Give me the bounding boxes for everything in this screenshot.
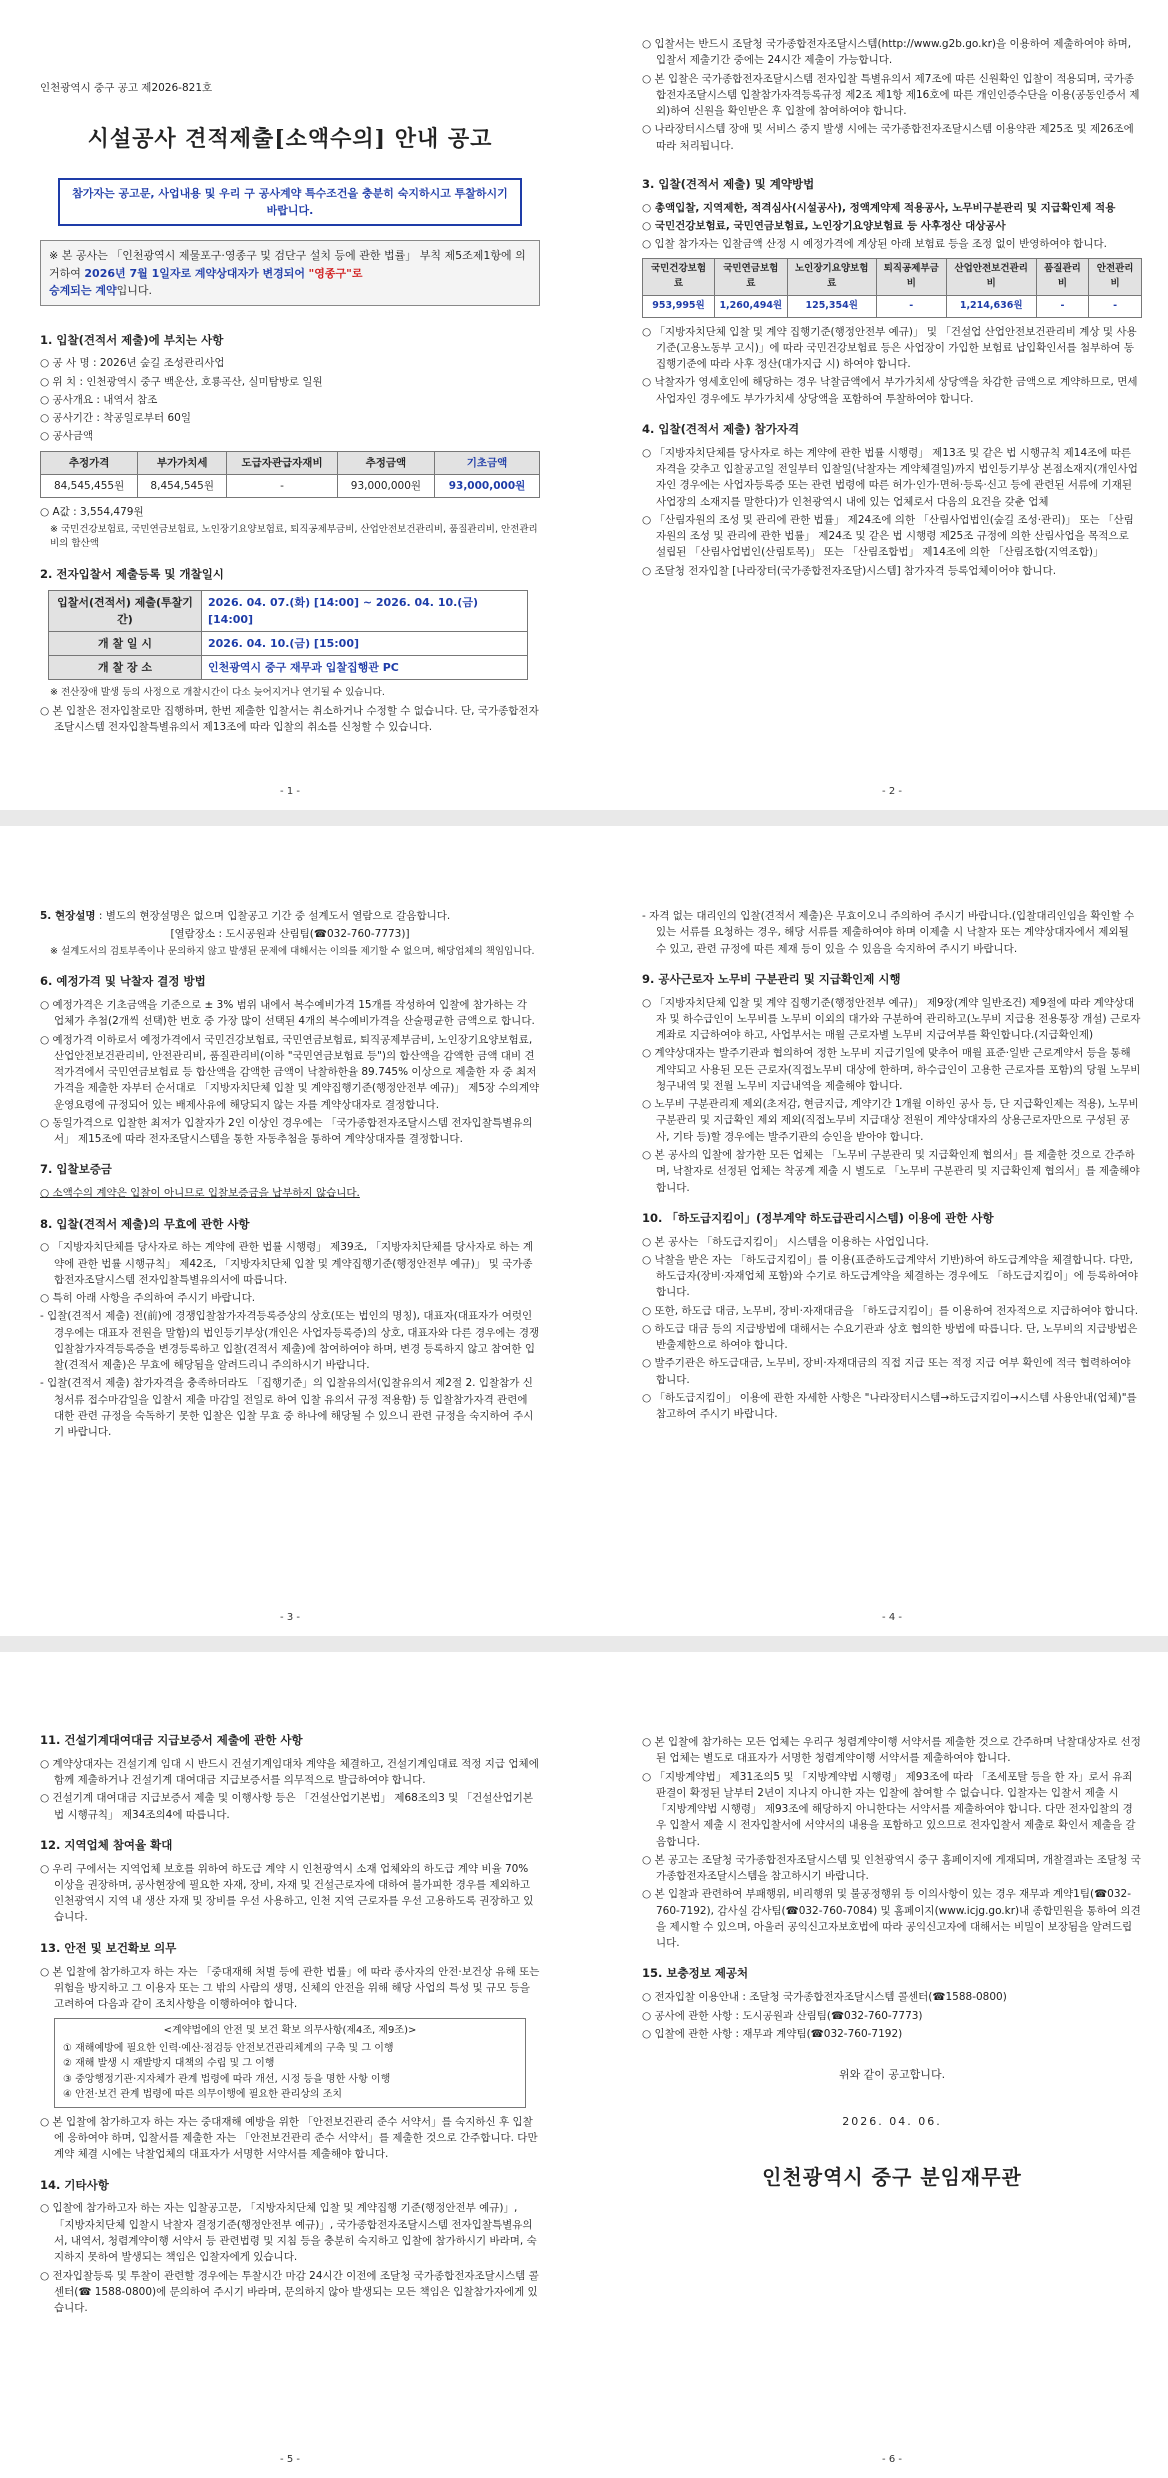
list-item: ○ 또한, 하도급 대금, 노무비, 장비·자재대금을 「하도급지킴이」를 이용하여 전자적으로 지급하여야 합니다.: [642, 1304, 1139, 1317]
section-5-heading: 5. 현장설명: [40, 910, 96, 922]
list-item: ○ 건설기계 대여대금 지급보증서 제출 및 이행사항 등은 「건설산업기본법」 제68조의3 및 「건설산업기본법 시행규칙」 제34조의4에 따릅니다.: [40, 1792, 533, 1821]
page-number: - 5 -: [280, 2454, 300, 2465]
signer-name: 인천광역시 중구 분임재무관: [762, 2165, 1022, 2190]
notice-number: 인천광역시 중구 공고 제2026-821호: [40, 82, 213, 94]
section-12-heading: 12. 지역업체 참여율 확대: [40, 1837, 173, 1852]
section-10-heading: 10. 「하도급지킴이」(정부계약 하도급관리시스템) 이용에 관한 사항: [642, 1210, 994, 1225]
insurance-cell: -: [876, 295, 946, 317]
section-14-heading: 14. 기타사항: [40, 2177, 109, 2192]
page-title: 시설공사 견적제출[소액수의] 안내 공고: [87, 126, 493, 153]
page-1: [40, 80, 540, 737]
list-item: ○ 노무비 구분관리제 제외(초저감, 현금지급, 계약기간 1개월 이하인 공사 등, 단 지급확인제는 적용), 노무비 구분관리 및 지급확인 제외 제외(직접노무비 지급대상 전원이 계약상대자의 상용근로자만으로 구성된 공사, 기타 등)할 경우에는 발주기관의 승인을 받아야 합니다.: [642, 1098, 1139, 1143]
insurance-header: 국민연금보험료: [714, 259, 787, 295]
page-number: - 6 -: [882, 2454, 902, 2465]
schedule-value: 2026. 04. 10.(금) [15:00]: [202, 631, 528, 655]
list-item: ○ 본 입찰은 국가종합전자조달시스템 전자입찰 특별유의서 제7조에 따른 신원확인 입찰이 적용되며, 국가종합전자조달시스템 입찰참가자격등록규정 제2조 제1항 제16호에 따른 개인인증수단을 이용(공동인증서 제외)하여 신원을 확인받은 후 입찰에 참여하여야 합니다.: [642, 72, 1140, 118]
a-value: ○ A값 : 3,554,479원: [40, 506, 144, 519]
amount-cell: 84,545,455원: [41, 475, 138, 498]
list-item: ○ 입찰서는 반드시 조달청 국가종합전자조달시스템(http://www.g2b.go.kr)을 이용하여 제출하여야 하며, 입찰서 제출기간 중에는 24시간 제출이 가능합니다.: [642, 38, 1132, 67]
schedule-value: 2026. 04. 07.(화) [14:00] ~ 2026. 04. 10.(금) [14:00]: [202, 590, 528, 631]
list-item: ○ 공사개요 : 내역서 참조: [40, 393, 158, 406]
page-number: - 2 -: [882, 786, 902, 797]
a-value-note: ※ 국민건강보험료, 국민연금보험료, 노인장기요양보험료, 퇴직공제부금비, 산업안전보건관리비, 품질관리비, 안전관리비의 합산액: [50, 523, 538, 550]
insurance-header: 품질관리비: [1036, 259, 1089, 295]
insurance-cell: 953,995원: [643, 295, 715, 317]
insurance-table: [642, 258, 1142, 317]
section-7-heading: 7. 입찰보증금: [40, 1162, 112, 1177]
amount-cell: 8,454,545원: [138, 475, 227, 498]
sheet-3: [0, 1652, 1168, 2478]
info-text-c: 승계되는 계약: [49, 283, 117, 297]
list-item: ○ 「지방계약법」 제31조의5 및 「지방계약법 시행령」 제93조에 따라 「조세포탈 등을 한 자」로서 유죄판결이 확정된 날부터 2년이 지나지 아니한 자는 입찰에 참여할 수 없습니다. 입찰자는 입찰서 제출 시 「지방계약법 시행령」 제93조에 해당하지 아니한다는 서약서를 제출하여야 합니다. 다만 전자입찰의 경우 입찰서 제출 시 전자입찰서에 서약서의 내용을 포함하고 있으므로 전자입찰서 제출로 확인서 제출을 갈음합니다.: [642, 1770, 1136, 1848]
notice-date: 2026. 04. 06.: [842, 2115, 942, 2129]
list-item: ② 재해 발생 시 재발방지 대책의 수립 및 그 이행: [63, 2058, 275, 2070]
list-item: ○ 하도급 대금 등의 지급방법에 대해서는 수요기관과 상호 협의한 방법에 따릅니다. 단, 노무비의 지급방법은 반출제한으로 하여야 합니다.: [642, 1322, 1138, 1352]
insurance-cell: 1,260,494원: [714, 295, 787, 317]
section-3-heading: 3. 입찰(견적서 제출) 및 계약방법: [642, 176, 815, 191]
insurance-header: 노인장기요양보험료: [787, 259, 876, 295]
page-4: [642, 906, 1142, 1425]
section-1-heading: 1. 입찰(견적서 제출)에 부치는 사항: [40, 332, 224, 347]
insurance-cell: 1,214,636원: [946, 295, 1036, 317]
amount-cell: 93,000,000원: [337, 475, 434, 498]
list-item: ○ 본 입찰에 참가하고자 하는 자는 중대재해 예방을 위한 「안전보건관리 준수 서약서」를 숙지하신 후 입찰에 응하여야 하며, 입찰서를 제출한 자는 「안전보건관리 준수 서약서」를 제출한 것으로 간주합니다. 다만 계약 체결 시에는 낙찰업체의 대표자가 서명한 서약서를 제출해야 합니다.: [40, 2115, 538, 2161]
sheet-2: [0, 826, 1168, 1636]
list-item: ○ 계약상대자는 건설기계 임대 시 반드시 건설기계임대차 계약을 체결하고, 건설기계임대료 적정 지급 업체에 함께 제출하거나 건설기계 대여대금 지급보증서를 의무적으로 발급하여야 합니다.: [40, 1757, 539, 1787]
list-item: ① 재해예방에 필요한 인력·예산·점검등 안전보건관리체계의 구축 및 그 이행: [63, 2042, 394, 2054]
list-item: ○ 예정가격은 기초금액을 기준으로 ± 3% 범위 내에서 복수예비가격 15개를 작성하여 입찰에 참가하는 각 업체가 추첨(2개씩 선택)한 번호 중 가장 많이 선택된 4개의 복수예비가격을 산술평균한 금액으로 합니다.: [40, 999, 535, 1028]
list-item: ○ 낙찰을 받은 자는 「하도급지킴이」를 이용(표준하도급계약서 기반)하여 하도급계약을 체결합니다. 다만, 하도급자(장비·자재업체 포함)와 수기로 하도급계약을 체결하는 경우에도 「하도급지킴이」에 등록하여야 합니다.: [642, 1253, 1138, 1299]
closing-text: 위와 같이 공고합니다.: [838, 2068, 946, 2082]
page-2: [642, 34, 1142, 581]
list-item: ○ 위 치 : 인천광역시 중구 백운산, 호룡곡산, 실미탐방로 일원: [40, 375, 323, 388]
safety-box-title: <계약법에의 안전 및 보건 확보 의무사항(제4조, 제9조)>: [163, 2025, 417, 2037]
list-item: ○ 우리 구에서는 지역업체 보호를 위하여 하도급 계약 시 인천광역시 소재 업체와의 하도급 계약 비율 70% 이상을 권장하며, 공사현장에 필요한 자재, 장비, 자재 및 건설근로자에 대하여 불가피한 경우를 제외하고 인천광역시 지역 내 생산 자재 및 장비를 우선 사용하고, 인천 지역 근로자를 우선 고용하도록 권장하고 있습니다.: [40, 1862, 534, 1924]
section-6-heading: 6. 예정가격 및 낙찰자 결정 방법: [40, 974, 206, 989]
list-item: ○ 「지방자치단체를 당사자로 하는 계약에 관한 법률 시행령」 제39조, 「지방자치단체를 당사자로 하는 계약에 관한 법률 시행규칙」 제42조, 「지방자치단체 입찰 및 계약집행기준(행정안전부 예규)」 및 국가종합전자조달시스템 전자입찰특별유의서에 따릅니다.: [40, 1241, 533, 1286]
list-item: ○ 본 입찰에 참가하고자 하는 자는 「중대재해 처벌 등에 관한 법률」에 따라 종사자의 안전·보건상 유해 또는 위험을 방지하고 그 이용자 또는 그 밖의 사람의 생명, 신체의 안전을 위해 해당 사업의 특성 및 규모 등을 고려하여 다음과 같이 조치사항을 이행하여야 합니다.: [40, 1965, 540, 2011]
info-text-a: ※ 본 공사는 「인천광역시 제물포구·영종구 및 검단구 설치 등에 관한 법률」 부칙 제5조제1항에 의거하여: [49, 249, 526, 280]
list-item: ○ 예정가격 이하로서 예정가격에서 국민건강보험료, 국민연금보험료, 퇴직공제부금비, 노인장기요양보험료, 산업안전보건관리비, 안전관리비, 품질관리비(이하 "국민연금보험료 등")의 합산액을 감액한 금액 대비 견적가격에서 국민연금보험료 등 합산액을 감액한 금액이 낙찰하한율 89.745% 이상으로 제출한 자 중 최저가격을 제출한 자부터 순서대로 「지방자치단체 입찰 및 계약집행기준(행정안전부 예규)」 제5장 수의계약 운영요령에 규정되어 있는 배제사유에 해당되지 않는 자를 계약상대자로 결정합니다.: [40, 1033, 540, 1111]
insurance-header: 퇴직공제부금비: [876, 259, 946, 295]
list-item: ○ 나라장터시스템 장애 및 서비스 중지 발생 시에는 국가종합전자조달시스템 이용약관 제25조 및 제26조에 따라 처리됩니다.: [642, 123, 1134, 152]
warning-box: 참가자는 공고문, 사업내용 및 우리 구 공사계약 특수조건을 충분히 숙지하시고 투찰하시기 바랍니다.: [58, 178, 522, 226]
list-item: ○ 전자입찰 이용안내 : 조달청 국가종합전자조달시스템 콜센터(☎1588-0800): [642, 1991, 1007, 2004]
list-item: ○ 총액입찰, 지역제한, 적격심사(시설공사), 정액계약제 적용공사, 노무비구분관리 및 지급확인제 적용: [642, 201, 1116, 214]
section-5: [40, 908, 540, 924]
section-15-heading: 15. 보충정보 제공처: [642, 1966, 749, 1981]
section-9-heading: 9. 공사근로자 노무비 구분관리 및 지급확인제 시행: [642, 971, 901, 986]
amount-header: 부가가치세: [138, 451, 227, 474]
section-8-heading: 8. 입찰(견적서 제출)의 무효에 관한 사항: [40, 1216, 250, 1231]
insurance-cell: -: [1036, 295, 1089, 317]
sheet-1: [0, 0, 1168, 810]
section-2-heading: 2. 전자입찰서 제출등록 및 개찰일시: [40, 566, 224, 581]
list-item: ○ 동일가격으로 입찰한 최저가 입찰자가 2인 이상인 경우에는 「국가종합전자조달시스템 전자입찰특별유의서」 제15조에 따라 전자조달시스템을 통한 자동추첨을 통하여 계약상대자를 결정합니다.: [40, 1116, 533, 1146]
list-item: ○ 입찰에 참가하고자 하는 자는 입찰공고문, 「지방자치단체 입찰 및 계약집행 기준(행정안전부 예규)」, 「지방자치단체 입찰시 낙찰자 결정기준(행정안전부 예규)」, 국가종합전자조달시스템 전자입찰특별유의서, 내역서, 청렴계약이행 서약서 등 관련법령 및 지침 등을 충분히 숙지하고 입찰에 참가하시기 바라며, 숙지하지 못하여 발생되는 책임은 입찰자에게 있습니다.: [40, 2202, 537, 2264]
list-item: ○ 입찰 참가자는 입찰금액 산정 시 예정가격에 계상된 아래 보험료 등을 조정 없이 반영하여야 합니다.: [642, 238, 1107, 251]
list-item: ○ 국민건강보험료, 국민연금보험료, 노인장기요양보험료 등 사후정산 대상공사: [642, 219, 1006, 232]
list-item: ○ 본 공사는 「하도급지킴이」 시스템을 이용하는 사업입니다.: [642, 1235, 929, 1248]
amount-header: 도급자관급자재비: [227, 451, 338, 474]
list-item: ○ 본 입찰과 관련하여 부패행위, 비리행위 및 불공정행위 등 이의사항이 있는 경우 재무과 계약1팀(☎032-760-7192), 감사실 감사팀(☎032-760-7084) 및 홈페이지(www.icjg.go.kr)내 종합민원을 통하여 의견을 제시할 수 있으며, 아울러 공익신고자보호법에 따라 공익신고자에 대해서는 비밀이 보장됨을 알려드립니다.: [642, 1888, 1141, 1950]
insurance-header: 안전관리비: [1089, 259, 1142, 295]
list-item: ○ 입찰에 관한 사항 : 재무과 계약팀(☎032-760-7192): [642, 2027, 903, 2040]
list-item: ○ 조달청 전자입찰 [나라장터(국가종합전자조달)시스템] 참가자격 등록업체이어야 합니다.: [642, 564, 1057, 577]
schedule-value: 인천광역시 중구 재무과 입찰집행관 PC: [202, 655, 528, 679]
list-item: ○ 공 사 명 : 2026년 숲길 조성관리사업: [40, 357, 225, 370]
list-item: ○ 「지방자치단체 입찰 및 계약 집행기준(행정안전부 예규)」 제9장(계약 일반조건) 제9절에 따라 계약상대자 및 하수급인이 노무비를 노무비 이외의 대가와 구분하여 관리하고(노무비 지급용 전용통장 개설) 근로자 계좌로 지급하여야 하고, 사업부서는 매월 근로자별 노무비 지급여부를 확인합니다.(지급확인제): [642, 996, 1141, 1042]
page-3: [40, 906, 540, 1443]
section-5-text: : 별도의 현장설명은 없으며 입찰공고 기간 중 설계도서 열람으로 갈음합니다.: [95, 910, 451, 922]
schedule-key: 입찰서(견적서) 제출(투찰기간): [49, 590, 202, 631]
section-11-heading: 11. 건설기계대여대금 지급보증서 제출에 관한 사항: [40, 1733, 303, 1747]
list-item: - 자격 없는 대리인의 입찰(견적서 제출)은 무효이오니 주의하여 주시기 바랍니다.(입찰대리인임을 확인할 수 있는 서류를 요청하는 경우, 해당 서류를 제출하여야 하며 이제출 시 낙찰자 또는 계약상대자에서 제외될 수 있고, 관련 규정에 따른 제재 등이 있을 수 있음을 숙지하여 주시기 바랍니다.: [642, 910, 1135, 955]
list-item: ○ 계약상대자는 발주기관과 협의하여 정한 노무비 지급기일에 맞추어 매월 표준·일반 근로계약서 등을 통해 계약되고 사용된 모든 근로자(직접노무비 대상에 한하며, 하수급인이 고용한 근로자를 포함)의 당월 노무비 청구내역 및 전월 노무비 지급내역을 제출해야 합니다.: [642, 1047, 1141, 1092]
amount-header: 기초금액: [435, 451, 540, 474]
section-5-note: ※ 설계도서의 검토부족이나 문의하지 않고 발생된 문제에 대해서는 이의를 제기할 수 없으며, 해당업체의 책임입니다.: [50, 945, 535, 957]
list-item: ○ 낙찰자가 영세호인에 해당하는 경우 낙찰금액에서 부가가치세 상당액을 차감한 금액으로 계약하므로, 면세사업자인 경우에도 부가가치세 상당액을 포함하여 투찰하여야 합니다.: [642, 376, 1138, 405]
viewing-location: [열람장소 : 도시공원과 산림팀(☎032-760-7773)]: [170, 928, 410, 941]
amount-header: 추정가격: [41, 451, 138, 474]
page-6: [642, 1732, 1142, 2193]
schedule-table: [48, 590, 528, 680]
list-item: ○ 특히 아래 사항을 주의하여 주시기 바랍니다.: [40, 1292, 256, 1305]
list-item: ○ 본 입찰은 전자입찰로만 집행하며, 한번 제출한 입찰서는 취소하거나 수정할 수 없습니다. 단, 국가종합전자조달시스템 전자입찰특별유의서 제13조에 따라 입찰의 취소를 신청할 수 있습니다.: [40, 704, 539, 733]
list-item: ○ 「하도급지킴이」 이용에 관한 자세한 사항은 "나라장터시스템→하도급지킴이→시스템 사용안내(업체)"를 참고하여 주시기 바랍니다.: [642, 1392, 1137, 1421]
info-text-d: 입니다.: [116, 283, 152, 297]
amount-cell: 93,000,000원: [435, 475, 540, 498]
insurance-header: 국민건강보험료: [643, 259, 715, 295]
section-13-heading: 13. 안전 및 보건확보 의무: [40, 1940, 177, 1955]
page-number: - 1 -: [280, 786, 300, 797]
list-item: ○ 「산림자원의 조성 및 관리에 관한 법률」 제24조에 의한 「산림사업법인(숲길 조성·관리)」 또는 「산림자원의 조성 및 관리에 관한 법률」 제24조 및 같은 법 시행령 제25조 규정에 의한 산림사업을 목적으로 설립된 「산림사업법인(산림토목)」 또는 「산림조합법」 제14조에 의한 「산림조합(지역조합)」: [642, 513, 1134, 559]
page-5: [40, 1732, 540, 2318]
schedule-key: 개 찰 장 소: [49, 655, 202, 679]
amount-cell: -: [227, 475, 338, 498]
info-highlight: 2026년 7월 1일자로 계약상대자가 변경되어: [84, 266, 306, 280]
schedule-key: 개 찰 일 시: [49, 631, 202, 655]
page-number: - 3 -: [280, 1612, 300, 1623]
list-item: ○ 「지방자치단체 입찰 및 계약 집행기준(행정안전부 예규)」 및 「건설업 산업안전보건관리비 계상 및 사용기준(고용노동부 고시)」에 따라 국민건강보험료 등은 사업장이 가입한 보험료 납입확인서를 첨부하여 동 집행기준에 따라 사후 정산(대가지급 시) 하여야 합니다.: [642, 325, 1137, 371]
amount-header: 추정금액: [337, 451, 434, 474]
list-item: ○ 본 공사의 입찰에 참가한 모든 업체는 「노무비 구분관리 및 지급확인제 협의서」를 제출한 것으로 간주하며, 낙찰자로 선정된 업체는 착공계 제출 시 별도로 「노무비 구분관리 및 지급확인제 협의서」를 제출해야 합니다.: [642, 1149, 1140, 1194]
list-item: ○ 「지방자치단체를 당사자로 하는 계약에 관한 법률 시행령」 제13조 및 같은 법 시행규칙 제14조에 따른 자격을 갖추고 입찰공고일 전일부터 입찰일(낙찰자는 계약체결일)까지 법인등기부상 본점소재지(개인사업자인 경우에는 사업자등록증 또는 관련 법령에 따른 허가·인가·면허·등록·신고 등에 관련된 서류에 기재된 사업장의 소재지를 말한다)가 인천광역시 내에 있는 업체로서 다음의 요건을 갖춘 업체: [642, 446, 1138, 508]
list-item: ③ 중앙행정기관·지자체가 관계 법령에 따라 개선, 시정 등을 명한 사항 이행: [63, 2073, 391, 2085]
info-red: "영종구"로: [308, 266, 363, 280]
list-item: ※ 전산장애 발생 등의 사정으로 개찰시간이 다소 늦어지거나 연기될 수 있습니다.: [50, 686, 385, 698]
list-item: ④ 안전·보건 관계 법령에 따른 의무이행에 필요한 관리상의 조치: [63, 2089, 343, 2101]
insurance-header: 산업안전보건관리비: [946, 259, 1036, 295]
safety-obligations-box: [54, 2018, 526, 2108]
list-item: ○ 소액수의 계약은 입찰이 아니므로 입찰보증금을 납부하지 않습니다.: [40, 1187, 360, 1200]
list-item: ○ 공사기간 : 착공일로부터 60일: [40, 412, 191, 425]
list-item: ○ 본 입찰에 참가하는 모든 업체는 우리구 청렴계약이행 서약서를 제출한 것으로 간주하며 낙찰대상자로 선정된 업체는 별도로 대표자가 서명한 청렴계약이행 서약서를 제출하여야 합니다.: [642, 1736, 1141, 1765]
amount-table: [40, 451, 540, 499]
page-number: - 4 -: [882, 1612, 902, 1623]
list-item: - 입찰(견적서 제출) 참가자격을 충족하더라도 「집행기준」의 입찰유의서(입찰유의서 제2절 2. 입찰참가 신청서류 접수마감일을 입찰서 제출 마감일 전일로 하여 입찰 유의서 규정 적용함) 등 입찰참가자격 관련에 대한 관련 규정을 숙독하기 못한 입찰은 입찰 무효 중 하나에 해당될 수 있으니 관련 규정을 숙지하여 주시기 바랍니다.: [40, 1377, 534, 1439]
insurance-cell: 125,354원: [787, 295, 876, 317]
list-item: ○ 공사에 관한 사항 : 도시공원과 산림팀(☎032-760-7773): [642, 2009, 923, 2022]
info-box: [40, 240, 540, 305]
list-item: ○ 발주기관은 하도급대금, 노무비, 장비·자재대금의 직접 지급 또는 적정 지급 여부 확인에 적극 협력하여야 합니다.: [642, 1357, 1131, 1386]
insurance-cell: -: [1089, 295, 1142, 317]
list-item: ○ 전자입찰등록 및 투찰이 관련할 경우에는 투찰시간 마감 24시간 이전에 조달청 국가종합전자조달시스템 콜센터(☎ 1588-0800)에 문의하여 주시기 바라며, 문의하지 않아 발생되는 모든 책임은 입찰참가자에게 있습니다.: [40, 2269, 539, 2315]
list-item: ○ 공사금액: [40, 430, 94, 443]
section-4-heading: 4. 입찰(견적서 제출) 참가자격: [642, 421, 800, 436]
list-item: ○ 본 공고는 조달청 국가종합전자조달시스템 및 인천광역시 중구 홈페이지에 게재되며, 개찰결과는 조달청 국가종합전자조달시스템을 참고하시기 바랍니다.: [642, 1853, 1141, 1883]
list-item: - 입찰(견적서 제출) 전(前)에 경쟁입찰참가자격등록증상의 상호(또는 법인의 명칭), 대표자(대표자가 여럿인 경우에는 대표자 전원을 말함)의 법인등기부상(개인은 사업자등록증)의 상호, 대표자와 다른 경우에는 경쟁입찰참가자격등록증을 변경등록하고 입찰(견적서 제출)에 참여하여야 하며, 변경 등록하지 않고 참여한 입찰(견적서 제출)은 무효에 해당됨을 알려드리니 주의하시기 바랍니다.: [40, 1310, 540, 1372]
